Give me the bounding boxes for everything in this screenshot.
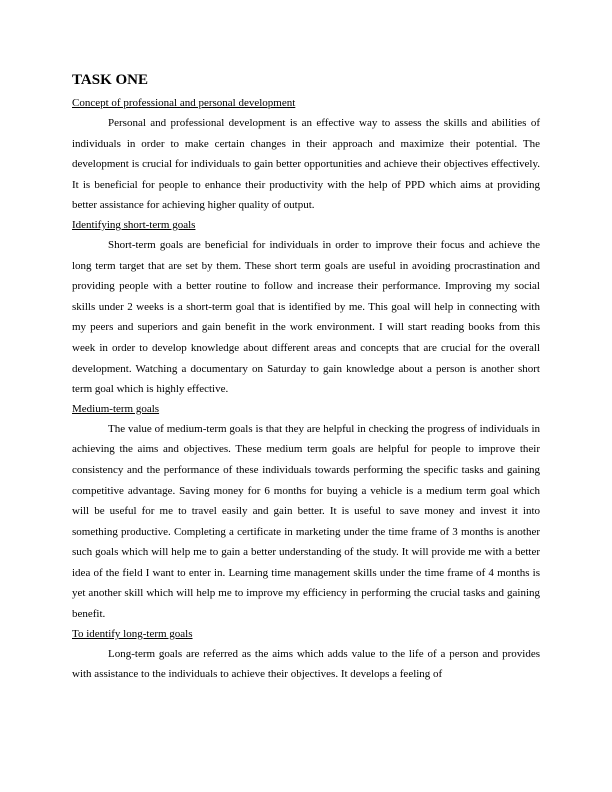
section-paragraph: Short-term goals are beneficial for individuals in order to improve their focus and achieve the long term target that are set by them. These short term goals are useful in avoiding procrastination and providing people with a better routine to follow and increase their performance. Improving my social skills under 2 weeks is a short-term goal that is identified by me. This goal will help in connecting with my peers and superiors and gain benefit in the work environment. I will start reading books from this week in order to develop knowledge about different areas and concepts that are crucial for the overall development. Watching a documentary on Saturday to gain knowledge about a person is another short term goal which is highly effective. bbox=[72, 238, 540, 396]
section-heading: Identifying short-term goals bbox=[72, 218, 196, 231]
section-long-term-goals bbox=[72, 625, 540, 685]
section-paragraph: Long-term goals are referred as the aims which adds value to the life of a person and provides with assistance to the individuals to achieve their objectives. It develops a feeling of bbox=[72, 647, 540, 681]
section-heading: Concept of professional and personal development bbox=[72, 97, 296, 109]
document-page bbox=[72, 70, 540, 685]
section-paragraph: Personal and professional development is an effective way to assess the skills and abilities of individuals in order to make certain changes in their approach and maximize their potential. The development is crucial for individuals to gain better opportunities and achieve their objectives effectively. It is beneficial for people to enhance their productivity with the help of PPD which aims at providing better assistance for achieving higher quality of output. bbox=[72, 117, 540, 212]
section-short-term-goals bbox=[72, 216, 540, 400]
section-heading: To identify long-term goals bbox=[72, 627, 193, 640]
page-title: TASK ONE bbox=[72, 72, 148, 88]
section-heading: Medium-term goals bbox=[72, 402, 160, 415]
section-medium-term-goals bbox=[72, 400, 540, 625]
section-concept bbox=[72, 94, 540, 216]
section-paragraph: The value of medium-term goals is that they are helpful in checking the progress of individuals in achieving the aims and objectives. These medium term goals are helpful for people to improve their consistency and the performance of these individuals towards performing the specific tasks and gaining competitive advantage. Saving money for 6 months for buying a vehicle is a medium term goal which will be useful for me to travel easily and gain better. It is useful to save money and invest it into something productive. Completing a certificate in marketing under the time frame of 3 months is another such goals which will help me to gain a better understanding of the study. It will provide me with a better idea of the field I want to enter in. Learning time management skills under the time frame of 4 months is yet another skill which will help me to improve my efficiency in performing the crucial tasks and gaining benefit. bbox=[72, 422, 540, 621]
